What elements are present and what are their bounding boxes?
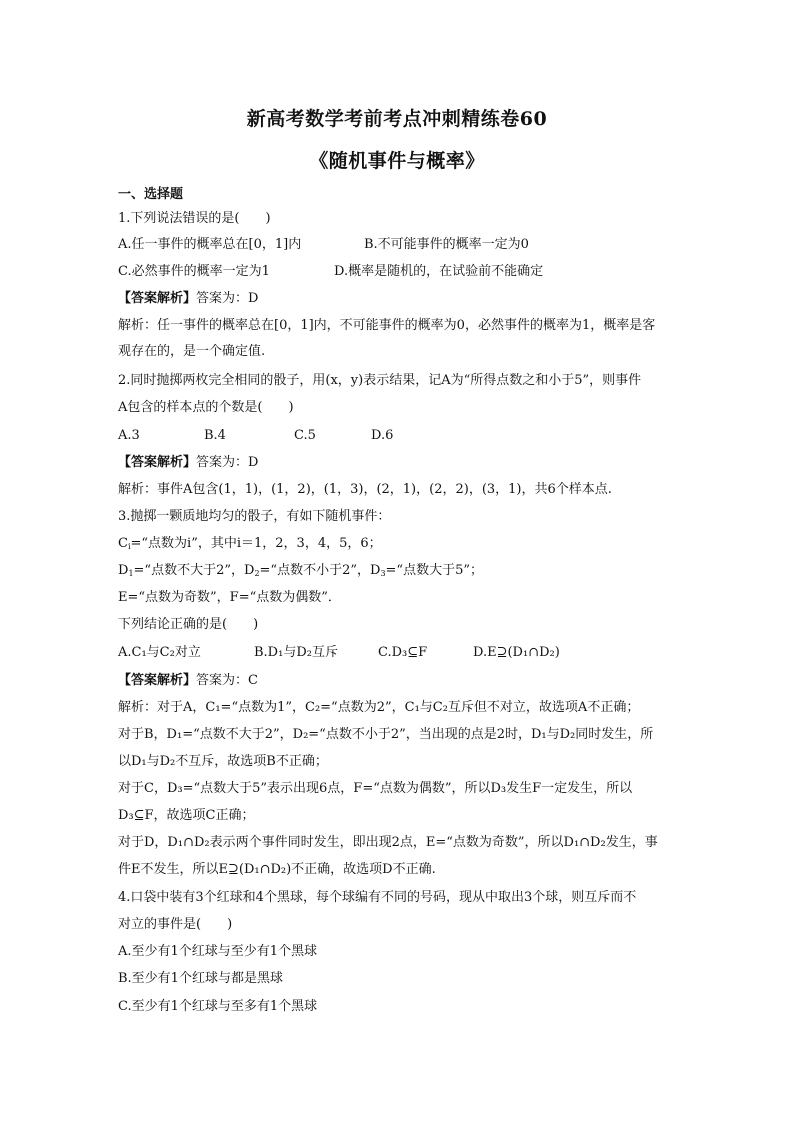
q3-explanation-3: 以D₁与D₂不互斥，故选项B不正确； [118, 754, 328, 769]
q3-explanation-6: 对于D，D₁∩D₂表示两个事件同时发生，即出现2点，E=“点数为奇数”，所以D₁∩D₂发生，事 [118, 835, 658, 850]
q3-stem: 3.抛掷一颗质地均匀的骰子，有如下随机事件： [118, 509, 391, 524]
page-subtitle: 《随机事件与概率》 [309, 150, 485, 172]
q2-option-d: D.6 [371, 428, 394, 443]
q3-c-line: $C_i=“$点数为i”，其中i＝1，2，3，4，5，6； [118, 536, 382, 551]
q1-option-a: A.任一事件的概率总在[0，1]内 [118, 237, 302, 252]
q1-option-c: C.必然事件的概率一定为1 [118, 264, 270, 279]
q2-answer [118, 455, 258, 471]
q1-explanation-1: 解析：任一事件的概率总在[0，1]内，不可能事件的概率为0，必然事件的概率为1，概率是客 [118, 318, 656, 333]
q4-option-c: C.至少有1个红球与至多有1个黑球 [118, 999, 318, 1014]
q3-explanation-4: 对于C，D₃=“点数大于5”表示出现6点，F=“点数为偶数”，所以D₃发生F一定发生，所以 [118, 781, 633, 796]
q4-option-b: B.至少有1个红球与都是黑球 [118, 971, 283, 986]
q1-answer [118, 291, 258, 307]
q2-stem-2: A包含的样本点的个数是( ) [118, 400, 294, 415]
q3-option-c: C.D₃⊆F [378, 645, 428, 660]
q2-explanation: 解析：事件A包含(1，1)，(1，2)，(1，3)，(2，1)，(2，2)，(3，1)，共6个样本点. [118, 482, 612, 497]
q3-explanation-5: D₃⊆F，故选项C正确； [118, 808, 255, 823]
q4-stem-2: 对立的事件是( ) [118, 917, 233, 932]
q2-option-a: A.3 [118, 428, 140, 443]
q2-answer-text: 答案为：D [196, 455, 259, 470]
q3-option-b: B.D₁与D₂互斥 [254, 645, 338, 660]
q4-option-a: A.至少有1个红球与至少有1个黑球 [118, 944, 318, 959]
q3-explanation-1: 解析：对于A，C₁=“点数为1”，C₂=“点数为2”，C₁与C₂互斥但不对立，故选项A不正确； [118, 700, 640, 715]
q2-stem-1: 2.同时抛掷两枚完全相同的骰子，用(x，y)表示结果，记A为“所得点数之和小于5”，则事件 [118, 373, 642, 388]
q3-answer [118, 673, 258, 689]
q1-answer-text: 答案为：D [196, 291, 259, 306]
q3-explanation-2: 对于B，D₁=“点数不大于2”，D₂=“点数不小于2”，当出现的点是2时，D₁与D₂同时发生，所 [118, 727, 654, 742]
section-heading: 一、选择题 [118, 187, 184, 202]
q1-stem: 1.下列说法错误的是( ) [118, 211, 271, 226]
answer-tag: 【答案解析】 [118, 455, 197, 470]
q3-d-line: $D_1=“$点数不大于2”，$D_2=“$点数不小于2”，$D_3=“$点数大于5”； [118, 563, 483, 578]
answer-tag: 【答案解析】 [118, 291, 197, 306]
q2-option-c: C.5 [294, 428, 316, 443]
page-title: 新高考数学考前考点冲刺精练卷60 [246, 108, 548, 130]
q3-ask: 下列结论正确的是( ) [118, 617, 259, 632]
q1-option-b: B.不可能事件的概率一定为0 [364, 237, 529, 252]
q2-option-b: B.4 [204, 428, 226, 443]
q3-ef-line: E=“点数为奇数”，F=“点数为偶数”． [118, 590, 341, 605]
q3-option-a: A.C₁与C₂对立 [118, 645, 201, 660]
q3-answer-text: 答案为：C [196, 673, 258, 688]
q3-explanation-7: 件E不发生，所以E⊇(D₁∩D₂)不正确，故选项D不正确. [118, 862, 436, 877]
q1-option-d: D.概率是随机的，在试验前不能确定 [334, 264, 544, 279]
q1-explanation-2: 观存在的，是一个确定值. [118, 344, 266, 359]
q4-stem-1: 4.口袋中装有3个红球和4个黑球，每个球编有不同的号码，现从中取出3个球，则互斥而不 [118, 890, 637, 905]
answer-tag: 【答案解析】 [118, 673, 197, 688]
q3-option-d: D.E⊇(D₁∩D₂) [473, 645, 560, 660]
